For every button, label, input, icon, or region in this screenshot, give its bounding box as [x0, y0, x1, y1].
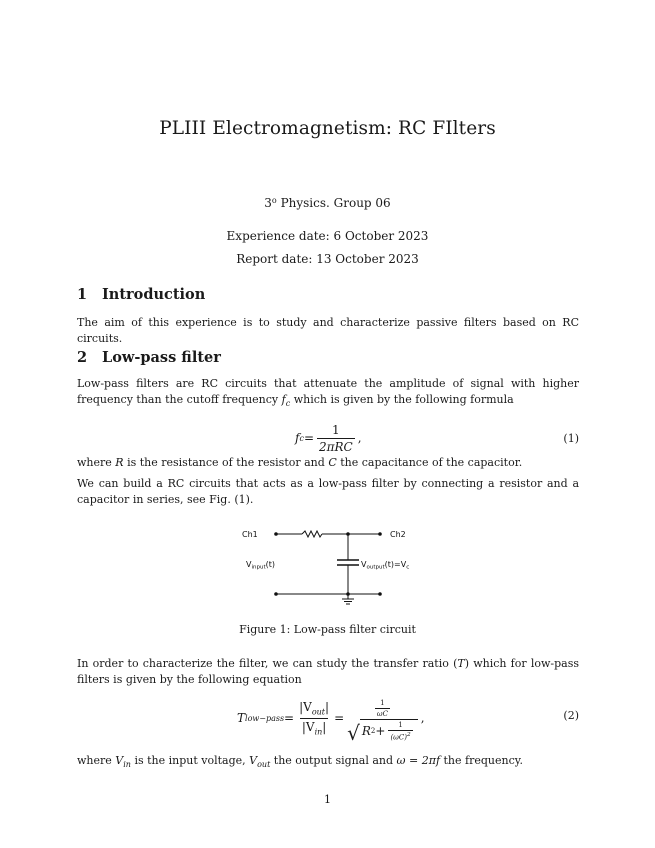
math-C: C [328, 456, 337, 469]
page-number: 1 [324, 793, 331, 806]
where-paragraph-2: where $V_{in}$ is the input voltage, $V_{out}$ the output signal and ω = 2πf the frequency. [77, 754, 523, 770]
text-run: the cutoff frequency [165, 393, 282, 406]
experience-date: Experience date: 6 October 2023 [226, 229, 429, 243]
equation-body: f c = $\frac{1}{\text{2πRC}}$ , [295, 422, 362, 454]
where-paragraph-1: where R is the resistance of the resistor and C the capacitance of the capacitor. [77, 456, 523, 469]
math-R: R [115, 456, 124, 469]
intro-paragraph: The aim of this experience is to study and characterize passive filters based on RC circuits. [77, 316, 579, 345]
equation-number: (1) [563, 432, 579, 445]
author-line [0, 196, 655, 210]
square-root: √ R 2 + $\frac{1}{(\omega C)^2}$ [347, 719, 418, 741]
text-run: which is given by the following formula [290, 393, 514, 406]
math-omega: ω = 2πf [396, 754, 441, 767]
fraction: $\frac{1}{\text{2πRC}}$ [319, 422, 353, 454]
author-rest: Physics. Group 06 [276, 196, 391, 210]
text-run: Low-pass filters are RC circuits that attenuate the amplitude of signal with higher frequency than [77, 377, 579, 406]
section-title: Introduction [102, 286, 206, 303]
fraction-small: $\frac{1}{\omega C}$ [376, 699, 388, 719]
low-pass-paragraph [77, 376, 579, 412]
circuit-diagram [236, 524, 426, 608]
math-fc: $f_c$ [281, 393, 291, 409]
label-ch1: Ch1 [242, 530, 258, 539]
equation-number: (2) [563, 709, 579, 722]
transfer-ratio-paragraph: In order to characterize the filter, we can study the transfer ratio (T) which for low-pass filters is given by the following equation [77, 657, 579, 686]
terminal-bottom-left [274, 592, 278, 596]
math-Vout: $V_{out}$ [249, 754, 271, 770]
author-prefix: 3 [264, 196, 272, 210]
figure-caption: Figure 1: Low-pass filter circuit [239, 623, 416, 636]
math-Vin: $V_{in}$ [115, 754, 131, 770]
fraction-small: $\frac{1}{(\omega C)^2}$ [390, 721, 411, 742]
author-superscript: o [271, 196, 277, 205]
label-vout: Voutput(t)=Vc [361, 560, 410, 571]
label-vin: Vinput(t) [246, 560, 276, 571]
fraction-voltages: $\frac{|V_{out}|}{|V_{in}|}$ [299, 700, 330, 736]
fraction-impedance [347, 694, 418, 745]
section-heading-introduction [77, 286, 205, 303]
math-T: T [457, 657, 465, 670]
section-title: Low-pass filter [102, 349, 221, 366]
label-ch2: Ch2 [390, 530, 406, 539]
paper-title: PLIII Electromagnetism: RC FIlters [159, 118, 496, 139]
build-paragraph: We can build a RC circuits that acts as a low-pass filter by connecting a resistor and a capacitor in series, see Fig. (1). [77, 477, 579, 506]
terminal-bottom-right [378, 592, 382, 596]
terminal-ch1 [274, 532, 278, 536]
report-date: Report date: 13 October 2023 [236, 252, 419, 266]
equation-1 [77, 421, 579, 455]
section-number: 2 [77, 349, 88, 366]
section-heading-low-pass [77, 349, 221, 366]
section-number: 1 [77, 286, 88, 303]
equation-body: T low−pass = $\frac{|V_{out}|}{|V_{in}|}$ = $\frac{1}{\omega C}$ √ R 2 + $\frac{1}{(\omega C)^2}$ , [237, 694, 425, 742]
terminal-ch2 [378, 532, 382, 536]
resistor [302, 531, 322, 537]
equation-2 [77, 694, 579, 745]
